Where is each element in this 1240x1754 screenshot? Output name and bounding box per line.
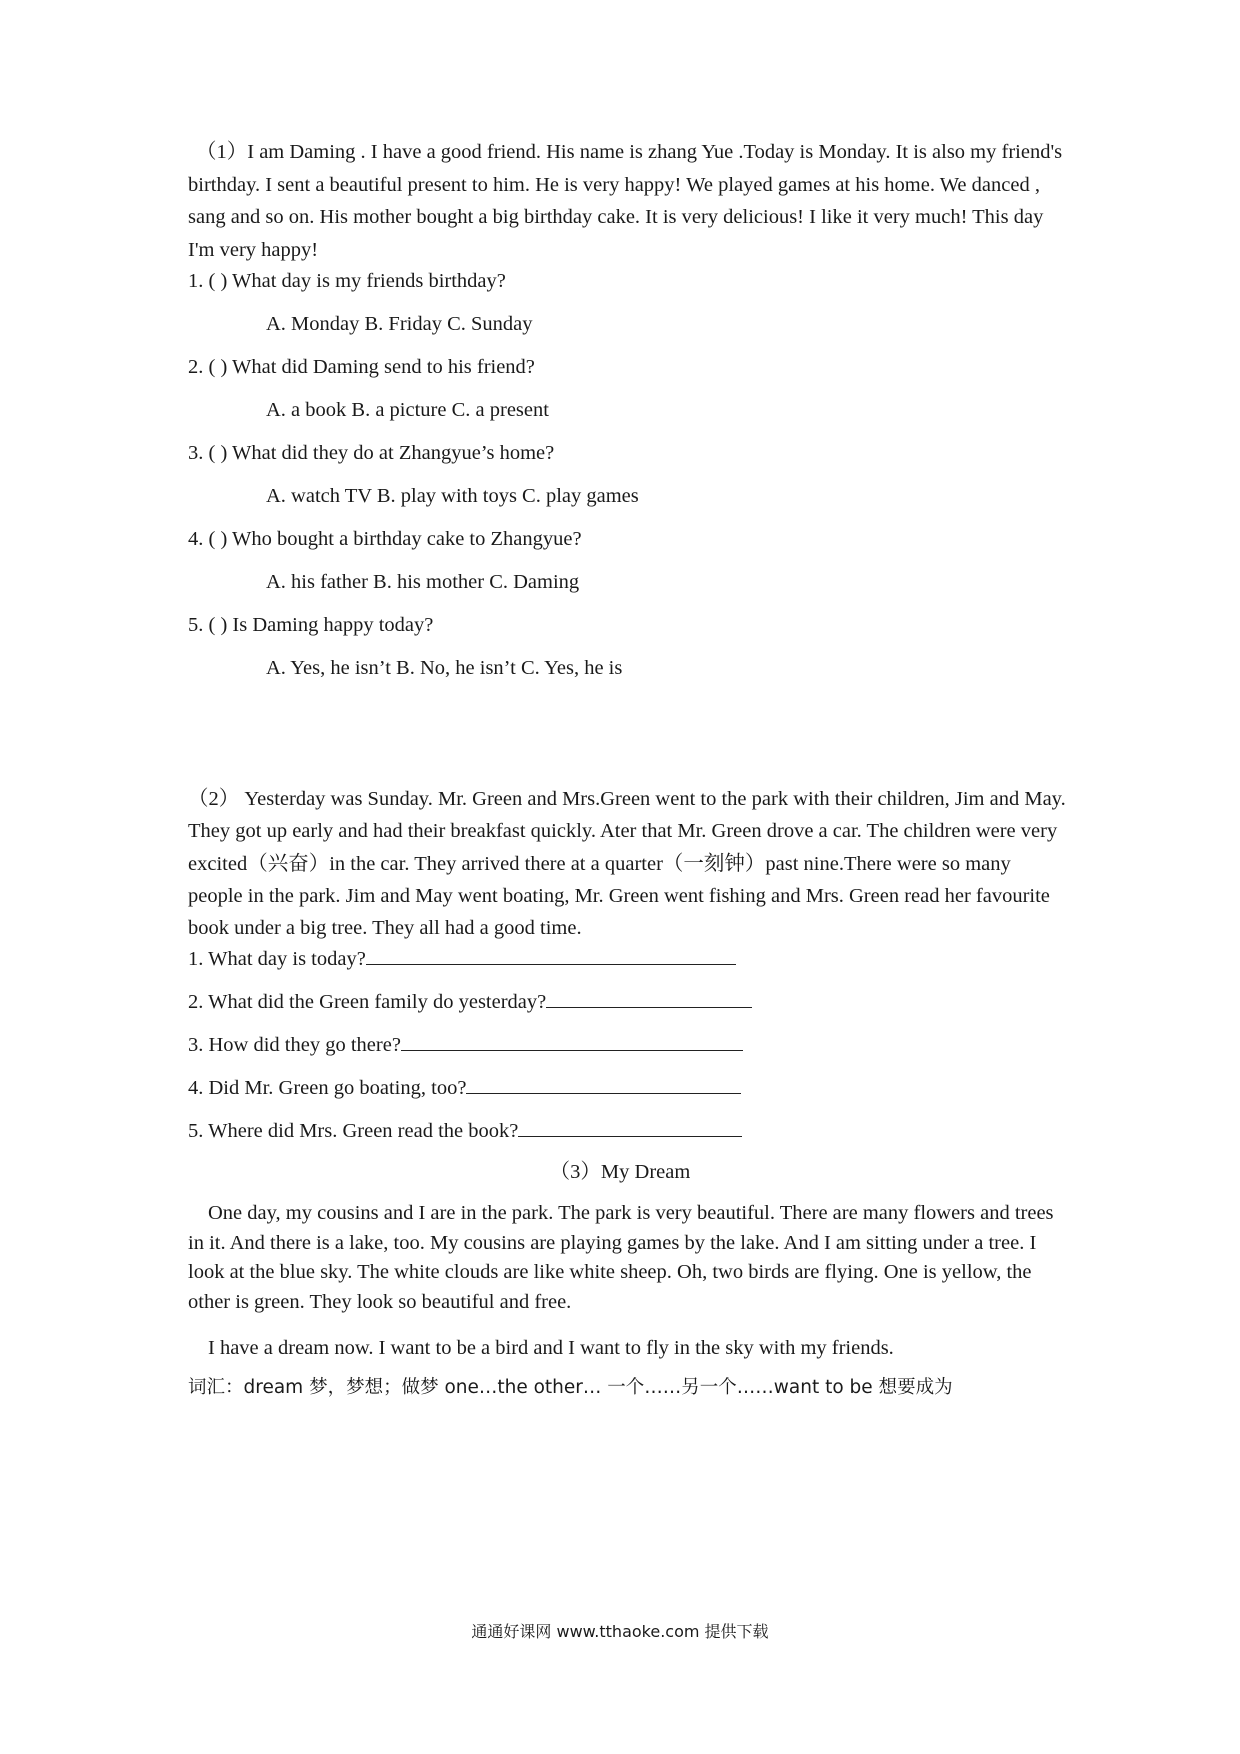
passage-1-question-5: 5. ( ) Is Daming happy today? xyxy=(188,614,434,636)
passage-2-question-3 xyxy=(188,1030,743,1058)
answer-blank[interactable] xyxy=(518,1116,742,1137)
passage-2-text: （2） Yesterday was Sunday. Mr. Green and Mrs.Green went to the park with their children, Jim and May. They got up early and had their breakfast quickly. Ater that Mr. Green drove a car. The children were very excited（兴奋）in the car. They arrived there at a quarter（一刻钟）past nine.There were so many people in the park. Jim and May went boating, Mr. Green went fishing and Mrs. Green read her favourite book under a big tree. They all had a good time. xyxy=(188,788,1066,940)
passage-1-options-5: A. Yes, he isn’t B. No, he isn’t C. Yes, he is xyxy=(266,657,623,679)
passage-1-text: （1）I am Daming . I have a good friend. His name is zhang Yue .Today is Monday. It is also my friend's birthday. I sent a beautiful present to him. He is very happy! We played games at his home. We danced , sang and so on. His mother bought a big birthday cake. It is very delicious! I like it very much! This day I'm very happy! xyxy=(188,141,1063,261)
vocabulary-note: 词汇：dream 梦，梦想；做梦 one…the other… 一个……另一个……want to be 想要成为 xyxy=(188,1377,953,1398)
passage-1-question-4: 4. ( ) Who bought a birthday cake to Zhangyue? xyxy=(188,528,582,550)
question-text: 3. How did they go there? xyxy=(188,1034,401,1056)
passage-1-options-2: A. a book B. a picture C. a present xyxy=(266,399,549,421)
passage-2-question-2 xyxy=(188,987,752,1015)
answer-blank[interactable] xyxy=(466,1073,741,1094)
passage-3-paragraph-1: One day, my cousins and I are in the park. The park is very beautiful. There are many flowers and trees in it. And there is a lake, too. My cousins are playing games by the lake. And I am sitting under a tree. I look at the blue sky. The white clouds are like white sheep. Oh, two birds are flying. One is yellow, the other is green. They look so beautiful and free. xyxy=(188,1202,1054,1313)
passage-3-paragraph-2: I have a dream now. I want to be a bird and I want to fly in the sky with my friends. xyxy=(208,1337,894,1359)
answer-blank[interactable] xyxy=(366,944,736,965)
passage-1-question-3: 3. ( ) What did they do at Zhangyue’s home? xyxy=(188,442,555,464)
answer-blank[interactable] xyxy=(546,987,752,1008)
passage-3-title: （3）My Dream xyxy=(549,1161,691,1183)
passage-1-options-1: A. Monday B. Friday C. Sunday xyxy=(266,313,533,335)
passage-2-question-1 xyxy=(188,944,736,972)
question-text: 4. Did Mr. Green go boating, too? xyxy=(188,1077,467,1099)
question-text: 2. What did the Green family do yesterday? xyxy=(188,991,547,1013)
passage-1-question-1: 1. ( ) What day is my friends birthday? xyxy=(188,270,506,292)
passage-2-question-4 xyxy=(188,1073,741,1101)
footer-download-note: 通通好课网 www.tthaoke.com 提供下载 xyxy=(471,1622,769,1641)
passage-1-options-3: A. watch TV B. play with toys C. play games xyxy=(266,485,639,507)
passage-2-question-5 xyxy=(188,1116,742,1144)
passage-1-question-2: 2. ( ) What did Daming send to his friend? xyxy=(188,356,535,378)
question-text: 5. Where did Mrs. Green read the book? xyxy=(188,1120,519,1142)
question-text: 1. What day is today? xyxy=(188,948,366,970)
passage-1-options-4: A. his father B. his mother C. Daming xyxy=(266,571,580,593)
answer-blank[interactable] xyxy=(401,1030,743,1051)
